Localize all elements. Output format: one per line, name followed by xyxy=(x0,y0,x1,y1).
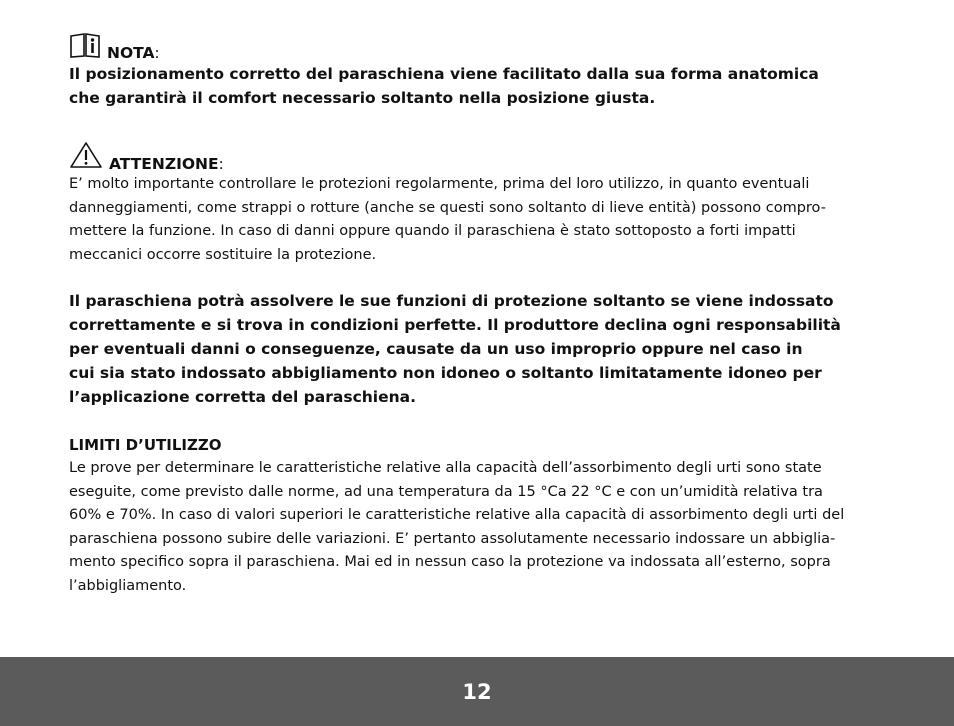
liability-line: l’applicazione corretta del paraschiena. xyxy=(69,388,416,406)
warning-line: E’ molto importante controllare le protezioni regolarmente, prima del loro utilizzo, in quanto eventuali xyxy=(69,176,810,192)
liability-paragraph xyxy=(69,289,881,409)
limits-line: l’abbigliamento. xyxy=(69,577,187,594)
note-colon: : xyxy=(154,44,160,62)
note-line: che garantirà il comfort necessario soltanto nella posizione giusta. xyxy=(69,89,656,107)
note-heading xyxy=(69,34,881,62)
limits-line: paraschiena possono subire delle variazioni. E’ pertanto assolutamente necessario indossare un abbiglia- xyxy=(69,530,836,547)
warning-label: ATTENZIONE xyxy=(109,155,219,173)
warning-heading xyxy=(69,143,881,173)
liability-line: per eventuali danni o conseguenze, causate da un uso improprio oppure nel caso in xyxy=(69,340,803,358)
warning-line: mettere la funzione. In caso di danni oppure quando il paraschiena è stato sottoposto a forti impatti xyxy=(69,223,796,239)
info-book-icon xyxy=(69,32,101,62)
note-paragraph xyxy=(69,62,881,110)
limits-line: 60% e 70%. In caso di valori superiori le caratteristiche relative alla capacità di assorbimento degli urti del xyxy=(69,507,845,523)
warning-line: danneggiamenti, come strappi o rotture (anche se questi sono soltanto di lieve entità) possono compro- xyxy=(69,199,826,216)
limits-line: mento specifico sopra il paraschiena. Mai ed in nessun caso la protezione va indossata all’esterno, sopra xyxy=(69,554,831,570)
limits-paragraph xyxy=(69,457,881,598)
liability-line: correttamente e si trova in condizioni perfette. Il produttore declina ogni responsabilità xyxy=(69,316,841,334)
note-line: Il posizionamento corretto del paraschiena viene facilitato dalla sua forma anatomica xyxy=(69,65,819,83)
limits-line: Le prove per determinare le caratteristiche relative alla capacità dell’assorbimento degli urti sono state xyxy=(69,460,822,476)
note-label: NOTA xyxy=(107,44,155,62)
liability-line: cui sia stato indossato abbigliamento non idoneo o soltanto limitatamente idoneo per xyxy=(69,364,822,382)
document-body xyxy=(69,34,881,598)
warning-colon: : xyxy=(218,155,224,173)
limits-title: LIMITI D’UTILIZZO xyxy=(69,436,222,454)
page-number: 12 xyxy=(462,679,492,704)
liability-line: Il paraschiena potrà assolvere le sue funzioni di protezione soltanto se viene indossato xyxy=(69,292,834,310)
warning-triangle-icon xyxy=(69,141,103,173)
page-footer xyxy=(0,657,954,726)
warning-paragraph xyxy=(69,173,881,267)
limits-line: eseguite, come previsto dalle norme, ad una temperatura da 15 °Ca 22 °C e con un’umidità relativa tra xyxy=(69,483,823,500)
warning-line: meccanici occorre sostituire la protezione. xyxy=(69,246,377,263)
